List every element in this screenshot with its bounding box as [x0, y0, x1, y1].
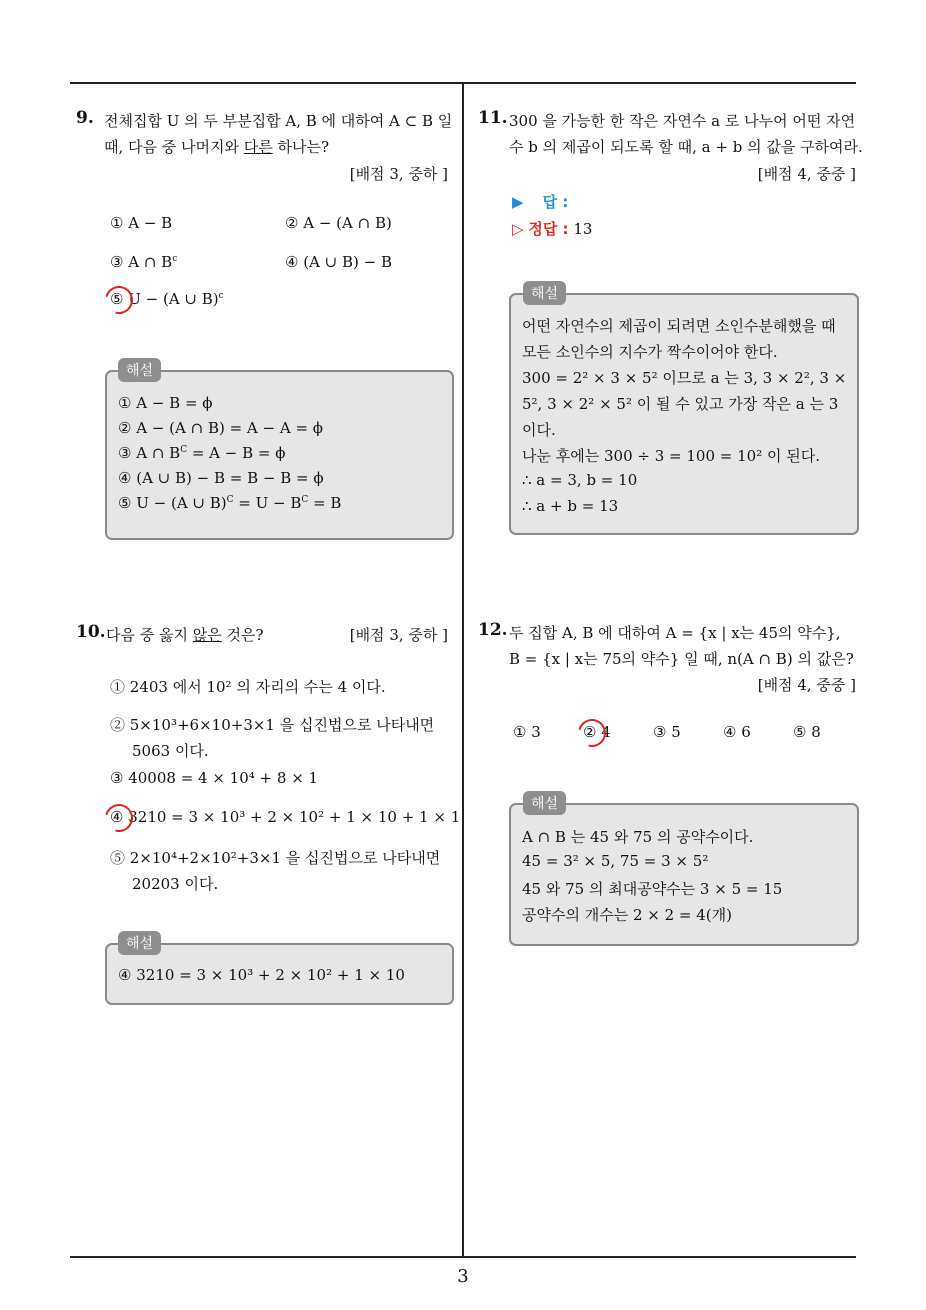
solution-line-2: 45 = 3² × 5, 75 = 3 × 5² — [522, 852, 709, 870]
underlined-word: 다른 — [243, 138, 273, 156]
option-5[interactable]: ⑤ 8 — [793, 723, 821, 741]
underlined-word: 않은 — [192, 626, 222, 644]
answer-row — [512, 191, 568, 212]
superscript: c — [172, 254, 178, 264]
solution-line-7: ∴ a = 3, b = 10 — [522, 471, 638, 489]
option-4[interactable] — [110, 808, 460, 826]
option-3[interactable]: ③ 5 — [653, 723, 681, 741]
bottom-rule — [70, 1256, 856, 1258]
solution-line-5: 이다. — [522, 421, 556, 439]
solution-tab: 해설 — [118, 931, 161, 955]
question-number: 12. — [478, 620, 508, 640]
solution-line-1: A ∩ B 는 45 와 75 의 공약수이다. — [522, 828, 754, 846]
score-label: [배점 4, 중중 ] — [757, 165, 856, 183]
option-marker: ④ — [110, 808, 124, 826]
correct-answer-label: 정답 : — [528, 220, 569, 238]
question-text-line-2 — [104, 136, 329, 157]
solution-line-2: ② A − (A ∩ B) = A − A = ϕ — [118, 419, 324, 437]
option-marker: ⑤ — [110, 290, 124, 308]
text-segment: = B — [308, 494, 342, 512]
question-number: 10. — [76, 622, 106, 642]
text-segment: 것은? — [221, 626, 264, 644]
option-2[interactable]: ② 5×10³+6×10+3×1 을 십진법으로 나타내면 — [110, 716, 435, 734]
superscript: c — [218, 291, 224, 301]
option-marker: ② — [583, 723, 597, 741]
text-segment: = U − B — [233, 494, 302, 512]
score-label: [배점 3, 중하 ] — [349, 165, 448, 183]
solution-line-4: 5², 3 × 2² × 5² 이 될 수 있고 가장 작은 a 는 3 — [522, 395, 839, 413]
option-text: ③ A ∩ B — [110, 253, 173, 271]
text-segment: ③ A ∩ B — [118, 444, 181, 462]
question-number: 11. — [478, 108, 508, 128]
text-segment: 다음 중 옳지 — [106, 626, 193, 644]
option-3[interactable] — [110, 253, 177, 271]
solution-tab: 해설 — [523, 791, 566, 815]
question-text-line-2: B = {x | x는 75의 약수} 일 때, n(A ∩ B) 의 값은? — [509, 650, 854, 668]
solution-line-5 — [118, 494, 341, 512]
page-number: 3 — [457, 1266, 469, 1287]
option-4[interactable]: ④ 6 — [723, 723, 751, 741]
superscript: C — [180, 445, 188, 455]
option-1[interactable]: ① A − B — [110, 214, 173, 232]
solution-tab: 해설 — [118, 358, 161, 382]
text-segment: 하나는? — [272, 138, 330, 156]
option-2[interactable]: ② A − (A ∩ B) — [285, 214, 392, 232]
option-1[interactable]: ① 2403 에서 10² 의 자리의 수는 4 이다. — [110, 678, 386, 696]
solution-line-3: 45 와 75 의 최대공약수는 3 × 5 = 15 — [522, 880, 783, 898]
solution-line-4: ④ (A ∪ B) − B = B − B = ϕ — [118, 469, 324, 487]
question-text-line-1: 300 을 가능한 한 작은 자연수 a 로 나누어 어떤 자연 — [509, 112, 856, 130]
solution-line-4: 공약수의 개수는 2 × 2 = 4(개) — [522, 906, 733, 924]
question-text-line-1: 전체집합 U 의 두 부분집합 A, B 에 대하여 A ⊂ B 일 — [104, 112, 453, 130]
question-text-line-2: 수 b 의 제곱이 되도록 할 때, a + b 의 값을 구하여라. — [509, 138, 863, 156]
option-5-continued: 20203 이다. — [132, 875, 219, 893]
score-label: [배점 4, 중중 ] — [757, 676, 856, 694]
option-text: 4 — [601, 723, 611, 741]
solution-line-1: 어떤 자연수의 제곱이 되려면 소인수분해했을 때 — [522, 317, 836, 335]
option-1[interactable]: ① 3 — [513, 723, 541, 741]
selected-answer-circle — [100, 799, 138, 837]
option-5[interactable]: ⑤ 2×10⁴+2×10²+3×1 을 십진법으로 나타내면 — [110, 849, 441, 867]
question-number: 9. — [76, 108, 94, 128]
option-2-continued: 5063 이다. — [132, 742, 209, 760]
question-text — [106, 624, 264, 645]
selected-answer-circle — [573, 714, 611, 752]
superscript: C — [226, 495, 234, 505]
text-segment: = A − B = ϕ — [187, 444, 286, 462]
column-divider — [462, 82, 464, 1257]
solution-line-8: ∴ a + b = 13 — [522, 497, 619, 515]
selected-answer-circle — [100, 281, 138, 319]
solution-tab: 해설 — [523, 281, 566, 305]
option-text: U − (A ∪ B) — [128, 290, 219, 308]
text-segment: ⑤ U − (A ∪ B) — [118, 494, 227, 512]
solution-line-1: ④ 3210 = 3 × 10³ + 2 × 10² + 1 × 10 — [118, 966, 405, 984]
option-text: 3210 = 3 × 10³ + 2 × 10² + 1 × 10 + 1 × 1 — [128, 808, 461, 826]
text-segment: 때, 다음 중 나머지와 — [104, 138, 244, 156]
correct-answer-row — [512, 218, 592, 239]
question-text-line-1: 두 집합 A, B 에 대하여 A = {x | x는 45의 약수}, — [509, 624, 841, 642]
superscript: C — [301, 495, 309, 505]
outline-arrow-icon: ▷ — [512, 220, 524, 238]
solution-line-6: 나눈 후에는 300 ÷ 3 = 100 = 10² 이 된다. — [522, 447, 820, 465]
play-arrow-icon: ▶ — [512, 193, 524, 211]
option-4[interactable]: ④ (A ∪ B) − B — [285, 253, 393, 271]
option-3[interactable]: ③ 40008 = 4 × 10⁴ + 8 × 1 — [110, 769, 319, 787]
solution-line-1: ① A − B = ϕ — [118, 394, 213, 412]
solution-line-3 — [118, 444, 285, 462]
answer-label: 답 : — [542, 193, 569, 211]
solution-line-2: 모든 소인수의 지수가 짝수이어야 한다. — [522, 343, 778, 361]
correct-answer-value: 13 — [573, 220, 593, 238]
score-label: [배점 3, 중하 ] — [349, 626, 448, 644]
solution-line-3: 300 = 2² × 3 × 5² 이므로 a 는 3, 3 × 2², 3 × — [522, 369, 847, 387]
